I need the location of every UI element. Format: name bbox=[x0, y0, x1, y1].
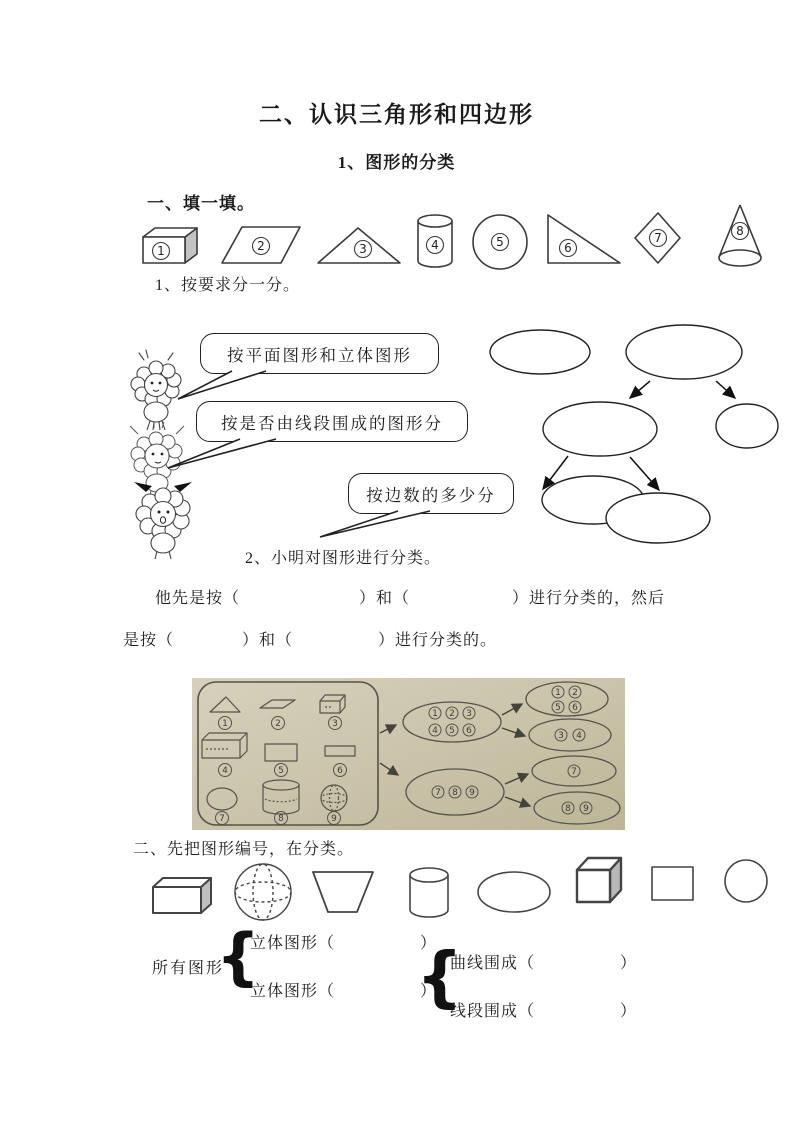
photo-number: 6 bbox=[466, 726, 472, 736]
shape-number: 4 bbox=[431, 238, 439, 252]
speech-bubble-1-text: 按平面图形和立体图形 bbox=[227, 345, 412, 365]
fill-in-line-2: 是按（ ）和（ ）进行分类的。 bbox=[123, 632, 498, 649]
shape-number: 6 bbox=[564, 241, 572, 255]
arrow bbox=[630, 381, 650, 398]
shape-rectangular-prism bbox=[143, 228, 197, 263]
shape-rectangular-prism bbox=[153, 878, 211, 913]
question-1: 1、按要求分一分。 bbox=[155, 277, 301, 294]
photo-number: 3 bbox=[332, 719, 338, 729]
arrow bbox=[716, 381, 735, 398]
photo-number: 5 bbox=[278, 766, 284, 776]
classification-branch-2: 立体图形（ ） bbox=[250, 983, 438, 1000]
speech-bubble-1 bbox=[200, 333, 439, 374]
classification-ovals-diagram bbox=[460, 315, 790, 565]
photo-number: 7 bbox=[435, 788, 441, 798]
photo-number: 6 bbox=[337, 766, 343, 776]
photo-number: 5 bbox=[449, 726, 455, 736]
textbook-photo bbox=[192, 678, 625, 830]
blank-oval bbox=[626, 325, 742, 379]
photo-number: 8 bbox=[565, 804, 571, 814]
photo-number: 2 bbox=[275, 719, 281, 729]
photo-number: 7 bbox=[219, 814, 225, 824]
speech-bubble-3 bbox=[348, 473, 514, 514]
photo-number: 7 bbox=[571, 767, 577, 777]
classification-branch-1: 立体图形（ ） bbox=[250, 935, 438, 952]
speech-bubble-2 bbox=[196, 401, 468, 442]
shape-cube bbox=[577, 858, 621, 902]
photo-number: 1 bbox=[432, 709, 438, 719]
speech-bubble-3-text: 按边数的多少分 bbox=[366, 485, 496, 505]
photo-number: 9 bbox=[331, 814, 337, 824]
classification-sub-2: 线段围成（ ） bbox=[450, 1003, 638, 1020]
photo-number: 4 bbox=[432, 726, 438, 736]
photo-number: 2 bbox=[449, 709, 455, 719]
shape-sphere bbox=[235, 864, 291, 920]
blank-oval bbox=[490, 330, 590, 374]
shape-right-triangle bbox=[548, 215, 620, 263]
brace-right: { bbox=[416, 938, 463, 1015]
photo-number: 2 bbox=[572, 688, 578, 698]
speech-bubble-2-text: 按是否由线段围成的图形分 bbox=[221, 413, 443, 433]
blank-oval bbox=[543, 402, 657, 456]
sheep-character-3-icon bbox=[130, 474, 200, 560]
photo-number: 3 bbox=[558, 731, 564, 741]
photo-number: 6 bbox=[572, 703, 578, 713]
shape-number: 7 bbox=[654, 231, 662, 245]
photo-number: 8 bbox=[452, 788, 458, 798]
shape-circle bbox=[725, 860, 767, 902]
photo-number: 1 bbox=[222, 719, 228, 729]
shape-number: 8 bbox=[736, 224, 744, 238]
blank-oval bbox=[716, 404, 778, 448]
photo-number: 1 bbox=[555, 688, 561, 698]
shapes-row-2 bbox=[145, 853, 785, 925]
shape-number: 2 bbox=[257, 239, 265, 253]
photo-number: 9 bbox=[469, 788, 475, 798]
photo-number: 3 bbox=[466, 709, 472, 719]
arrow bbox=[630, 457, 659, 490]
photo-number: 9 bbox=[583, 804, 589, 814]
shape-trapezoid bbox=[313, 872, 373, 912]
shape-number: 3 bbox=[359, 242, 367, 256]
photo-number: 4 bbox=[576, 731, 582, 741]
photo-background bbox=[192, 678, 625, 830]
shape-ellipse bbox=[478, 872, 550, 912]
shapes-row-1 bbox=[135, 203, 785, 273]
shape-number: 1 bbox=[157, 244, 165, 258]
brace-left: { bbox=[216, 920, 261, 993]
question-2: 2、小明对图形进行分类。 bbox=[245, 550, 442, 567]
blank-oval bbox=[606, 493, 710, 543]
photo-number: 8 bbox=[278, 814, 284, 824]
page-title: 二、认识三角形和四边形 bbox=[259, 102, 534, 127]
photo-number: 4 bbox=[222, 766, 228, 776]
classification-sub-1: 曲线围成（ ） bbox=[450, 955, 638, 972]
shape-number: 5 bbox=[496, 235, 504, 249]
photo-number: 5 bbox=[555, 703, 561, 713]
classification-root-label: 所有图形 bbox=[152, 960, 225, 977]
section1-heading: 一、填一填。 bbox=[147, 194, 255, 213]
section2-heading: 二、先把图形编号，在分类。 bbox=[133, 841, 355, 858]
fill-in-line-1: 他先是按（ ）和（ ）进行分类的，然后 bbox=[155, 590, 666, 607]
shape-cylinder bbox=[410, 868, 448, 917]
page-subtitle: 1、图形的分类 bbox=[337, 153, 456, 172]
shape-square bbox=[652, 867, 693, 900]
